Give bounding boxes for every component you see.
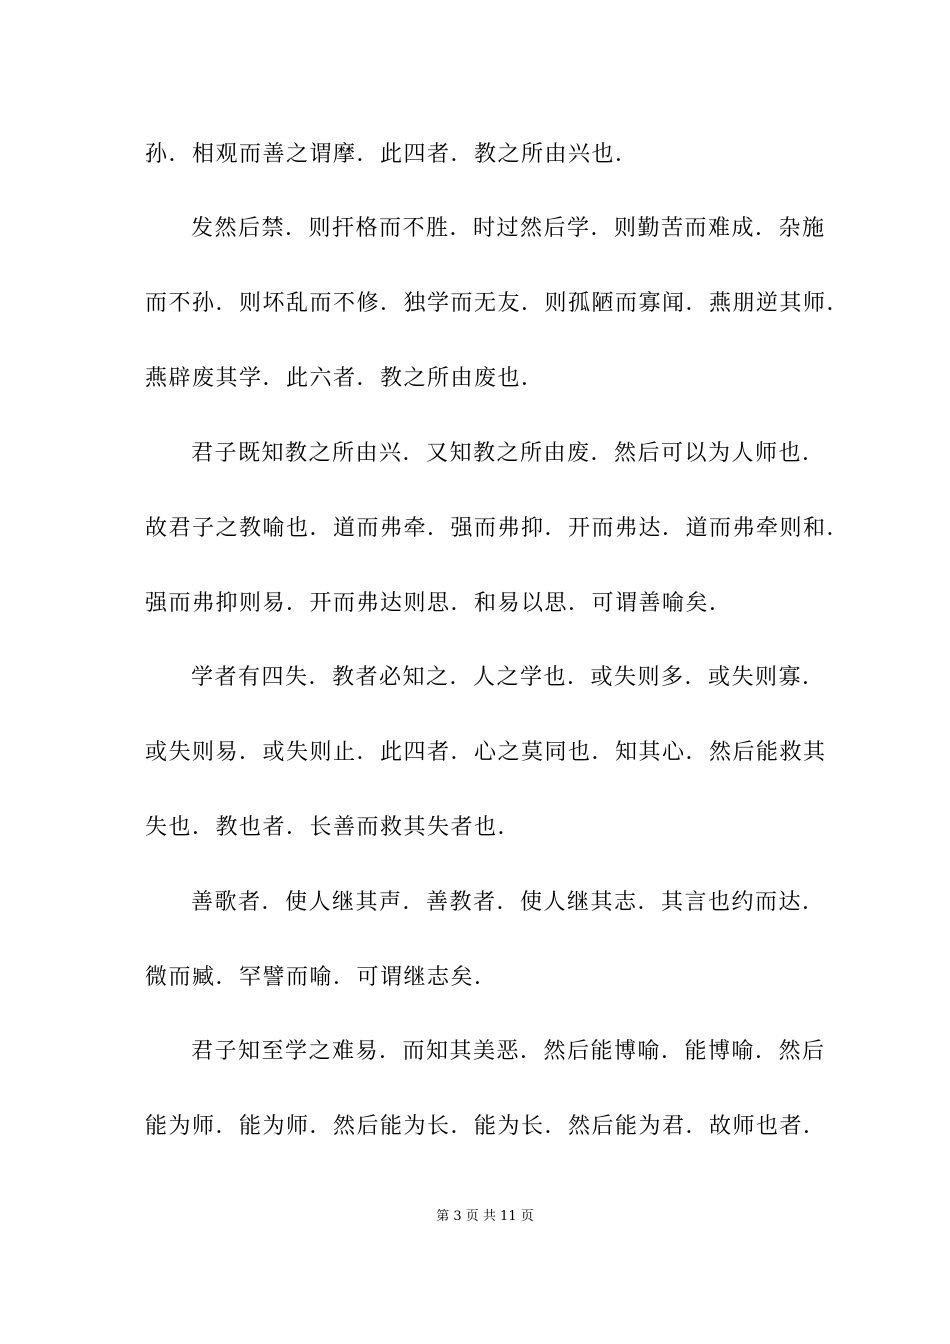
text-line: 微而臧．罕譬而喻．可谓继志矣．	[145, 965, 498, 990]
text-line: 或失则易．或失则止．此四者．心之莫同也．知其心．然后能救其	[145, 740, 827, 765]
text-line: 能为师．能为师．然后能为长．能为长．然后能为君．故师也者．	[145, 1114, 827, 1139]
text-line: 强而弗抑则易．开而弗达则思．和易以思．可谓善喻矣．	[145, 591, 733, 616]
paragraph-first-line: 善歌者．使人继其声．善教者．使人继其志．其言也约而达．	[191, 890, 826, 915]
paragraph-first-line: 君子知至学之难易．而知其美恶．然后能博喻．能博喻．然后	[191, 1039, 826, 1064]
text-line: 燕辟废其学．此六者．教之所由废也．	[145, 366, 545, 391]
text-line: 故君子之教喻也．道而弗牵．强而弗抑．开而弗达．道而弗牵则和．	[145, 516, 851, 541]
paragraph-first-line: 发然后禁．则扞格而不胜．时过然后学．则勤苦而难成．杂施	[191, 216, 826, 241]
text-line: 孙．相观而善之谓摩．此四者．教之所由兴也．	[145, 142, 639, 167]
text-line: 而不孙．则坏乱而不修．独学而无友．则孤陋而寡闻．燕朋逆其师．	[145, 291, 851, 316]
text-line: 失也．教也者．长善而救其失者也．	[145, 815, 522, 840]
paragraph-first-line: 学者有四失．教者必知之．人之学也．或失则多．或失则寡．	[191, 665, 826, 690]
paragraph-first-line: 君子既知教之所由兴．又知教之所由废．然后可以为人师也．	[191, 441, 826, 466]
page-number-footer: 第 3 页 共 11 页	[436, 1209, 534, 1224]
